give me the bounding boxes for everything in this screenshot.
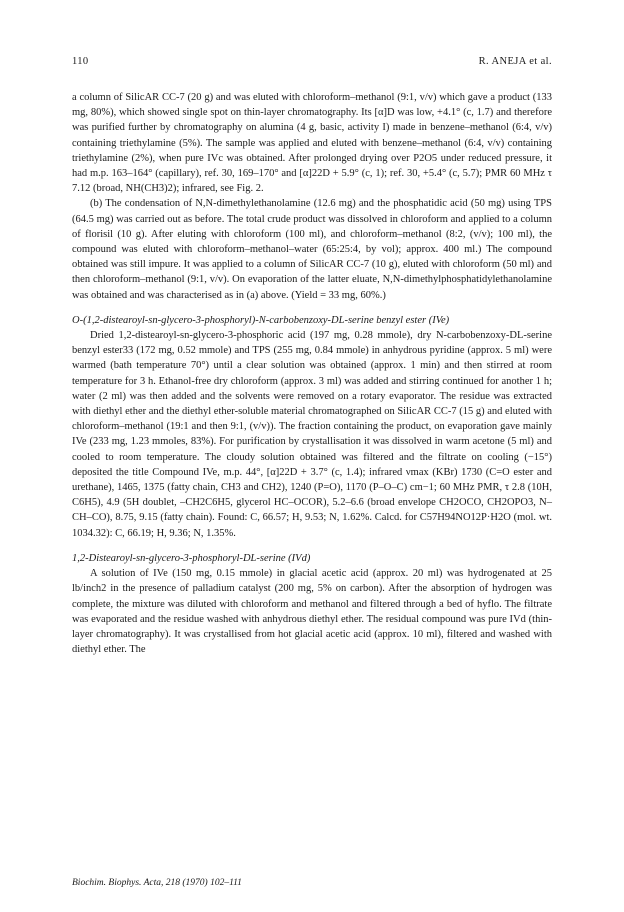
paragraph-ive-synthesis: Dried 1,2-distearoyl-sn-glycero-3-phosphoric acid (197 mg, 0.28 mmole), dry N-carbobenzoxy-DL-serine benzyl ester33 (172 mg, 0.52 mmole) and TPS (255 mg, 0.84 mmole) in anhydrous pyridine (approx. 5 ml) were warmed (bath temperature 70°) until a clear solution was obtained (approx. 1 min) and then stirred at room temperature for 3 h. Ethanol-free dry chloroform (approx. 3 ml) was added and stirring continued for another 1 h; water (2 ml) was then added and the solvents were removed on a rotary evaporator. The residue was extracted with diethyl ether and the diethyl ether-soluble material chromatographed on SilicAR CC-7 (15 g) and eluted with chloroform–methanol (19:1 and then 9:1, (v/v)). The fraction containing the product, on evaporation gave mainly IVe (233 mg, 1.23 mmoles, 83%). For purification by crystallisation it was dissolved in warm acetone (5 ml) and cooled to room temperature. The cloudy solution obtained was filtered and the filtrate on cooling (−15°) deposited the title Compound IVe, m.p. 44°, [α]22D + 3.7° (c, 1.4); infrared νmax (KBr) 1730 (C=O ester and urethane), 1465, 1375 (fatty chain, CH3 and CH2), 1240 (P=O), 1170 (P–O–C) cm−1; 60 MHz PMR, τ 2.8 (10H, C6H5), 4.9 (5H doublet, –CH2C6H5, glycerol HC–OCOR), 5.2–6.6 (broad envelope CH2OCO, CH2OPO3, N–CH–CO), 8.75, 9.15 (fatty chain). Found: C, 66.57; H, 9.53; N, 1.62%. Calcd. for C57H94NO12P·H2O (mol. wt. 1034.32): C, 66.19; H, 9.36; N, 1.35%.: [72, 330, 552, 539]
running-title: R. ANEJA et al.: [478, 56, 552, 67]
journal-citation: Biochim. Biophys. Acta, 218 (1970) 102–111: [72, 878, 242, 888]
running-header: [72, 54, 552, 70]
section-heading-ivd: 1,2-Distearoyl-sn-glycero-3-phosphoryl-DL-serine (IVd): [72, 552, 311, 564]
journal-page: [72, 54, 552, 657]
article-body: [72, 90, 552, 657]
section-heading-ive: O-(1,2-distearoyl-sn-glycero-3-phosphoryl)-N-carbobenzoxy-DL-serine benzyl ester (IVe): [72, 314, 450, 326]
page-number: 110: [72, 56, 89, 67]
paragraph-continuation: a column of SilicAR CC-7 (20 g) and was eluted with chloroform–methanol (9:1, v/v) which gave a product (133 mg, 80%), which showed single spot on thin-layer chromatography. Its [α]D was low, +4.1° (c, 1.7) and therefore was purified further by chromatography on alumina (4 g, basic, activity I) made in benzene–methanol (6:4, v/v) containing triethylamine (5%). The sample was applied and eluted with benzene–methanol (6:4, v/v) containing triethylamine (2%), when pure IVc was obtained. After prolonged drying over P2O5 under reduced pressure, it had m.p. 163–164° (capillary), ref. 30, 169–170° and [α]22D + 5.9° (c, 1); ref. 30, +5.4° (c, 5.7); PMR 60 MHz τ 7.12 (broad, NH(CH3)2); infrared, see Fig. 2.: [72, 92, 552, 195]
paragraph-ivd-hydrogenation: A solution of IVe (150 mg, 0.15 mmole) in glacial acetic acid (approx. 20 ml) was hydrogenated at 25 lb/inch2 in the presence of palladium catalyst (200 mg, 5% on carbon). After the absorption of hydrogen was complete, the mixture was diluted with chloroform and methanol and filtered through a bed of hyflo. The filtrate was evaporated and the residue washed with anhydrous diethyl ether. The residual compound was pure IVd (thin-layer chromatography). It was crystallised from hot glacial acetic acid (approx. 10 ml), filtered and washed with diethyl ether. The: [72, 568, 552, 656]
paragraph-condensation-b: (b) The condensation of N,N-dimethylethanolamine (12.6 mg) and the phosphatidic acid (50 mg) using TPS (64.5 mg) was carried out as before. The total crude product was dissolved in chloroform and applied to a column of florisil (10 g). After eluting with chloroform (100 ml), and chloroform–methanol (8:2, (v/v); 100 ml), the compound was eluted with chloroform–methanol–water (65:25:4, by vol); approx. 400 ml.) The compound obtained was still impure. It was applied to a column of SilicAR CC-7 (10 g), eluted with chloroform (50 ml) and then chloroform–methanol (9:1, v/v). On evaporation of the latter eluate, N,N-dimethylphosphatidylethanolamine was obtained and was characterised as in (a) above. (Yield = 33 mg, 60%.): [72, 198, 552, 301]
